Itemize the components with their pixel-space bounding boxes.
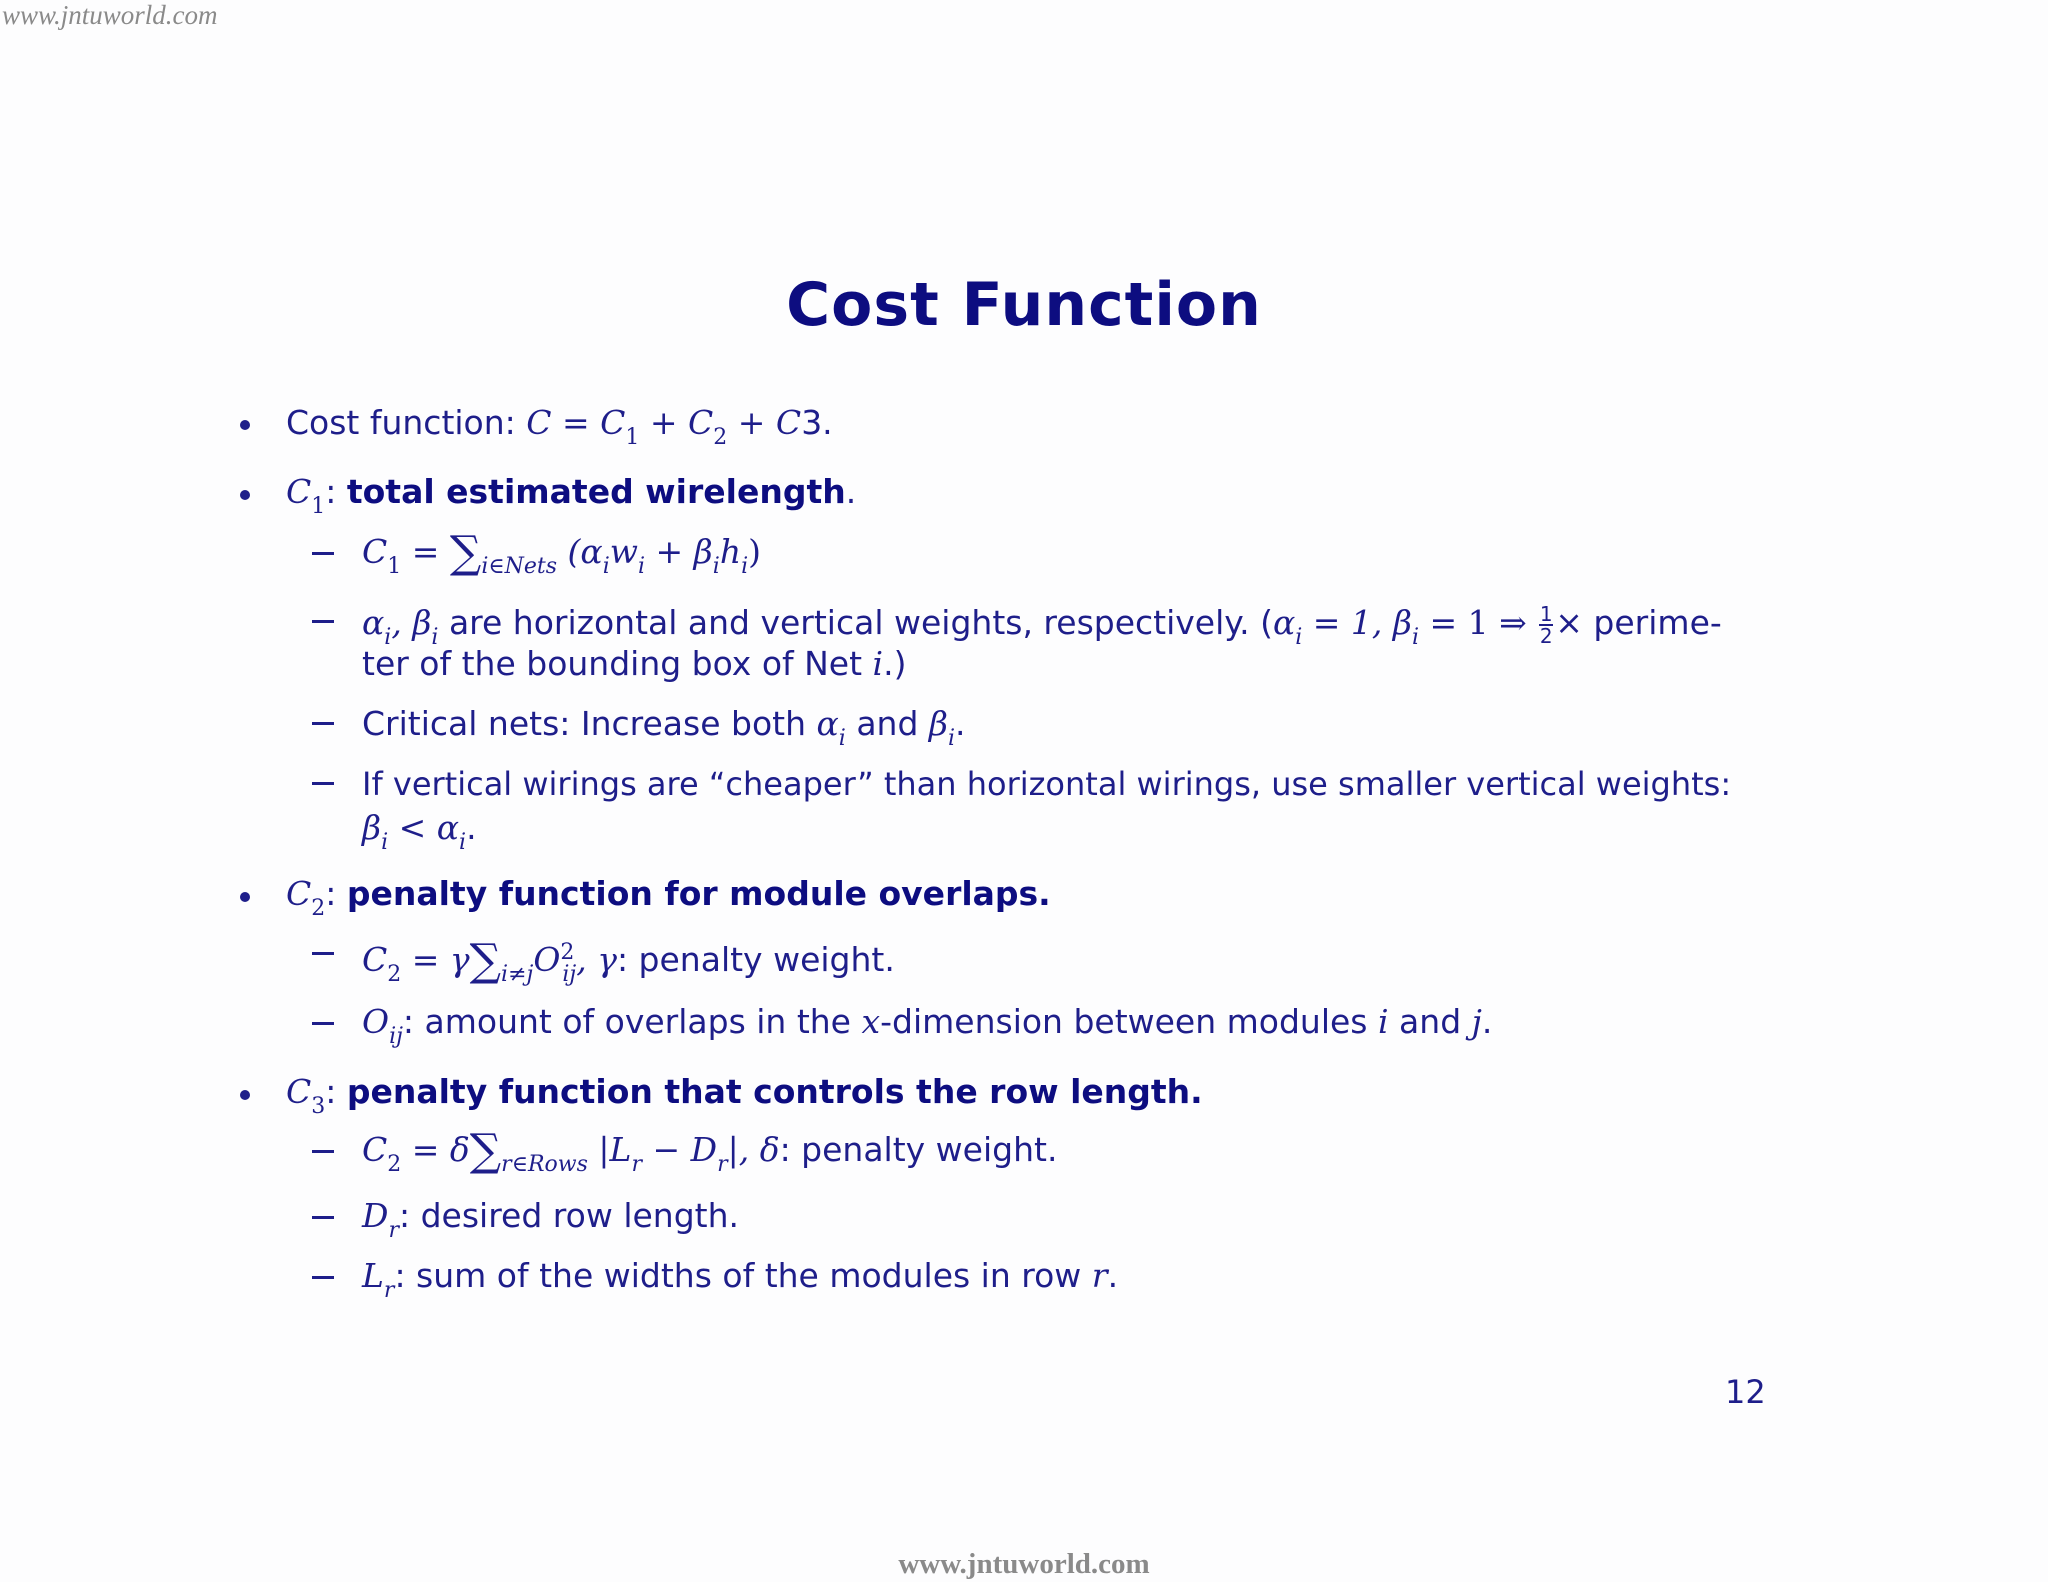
sum-symbol: ∑ xyxy=(449,527,482,578)
slide-title: Cost Function xyxy=(786,270,1262,340)
body-text: . xyxy=(955,704,966,743)
math-text: + C xyxy=(639,403,714,442)
math-text: C = C xyxy=(526,403,626,442)
dash-marker xyxy=(312,1022,334,1025)
math-sub: i xyxy=(384,625,392,650)
math-text: |, δ xyxy=(727,1130,780,1169)
c1-formula xyxy=(362,527,761,587)
math-sub: i xyxy=(459,830,467,855)
body-text: : penalty weight. xyxy=(779,1130,1058,1169)
weights-description-line2 xyxy=(362,644,906,684)
math-text: O xyxy=(362,1002,390,1041)
bullet-heading-bold: penalty function that controls the row length. xyxy=(346,1072,1203,1111)
body-text: : amount of overlaps in the xyxy=(402,1002,862,1041)
vertical-wirings-line2 xyxy=(362,808,477,863)
math-sub: 1 xyxy=(387,554,402,579)
watermark-top: www.jntuworld.com xyxy=(2,0,218,30)
bullet-c1-heading xyxy=(286,472,856,527)
dash-marker xyxy=(312,620,334,623)
math-text: = δ xyxy=(401,1130,470,1169)
math-text: O xyxy=(533,940,561,979)
watermark-bottom: www.jntuworld.com xyxy=(898,1548,1150,1580)
math-text: C xyxy=(362,940,388,979)
colon: : xyxy=(325,1072,347,1111)
body-text: . xyxy=(466,808,477,847)
math-text: − D xyxy=(641,1130,718,1169)
math-sub: i xyxy=(948,726,956,751)
math-text: C xyxy=(362,1130,388,1169)
math-sub: i xyxy=(602,554,610,579)
body-text: . xyxy=(1107,1256,1119,1295)
body-text: : penalty weight. xyxy=(616,940,895,979)
math-text: |L xyxy=(587,1130,632,1169)
math-text: r xyxy=(1091,1256,1108,1295)
c3-formula xyxy=(362,1125,1058,1185)
math-text: h xyxy=(719,532,742,571)
math-text: + β xyxy=(645,532,713,571)
colon: : xyxy=(325,874,347,913)
math-sub: 2 xyxy=(387,1152,402,1177)
bullet-marker xyxy=(240,892,250,902)
fraction-half xyxy=(1539,601,1553,648)
critical-nets xyxy=(362,704,966,759)
math-text: < α xyxy=(388,808,460,847)
math-text: α xyxy=(1272,603,1296,642)
math-sub: r xyxy=(717,1152,728,1177)
dash-marker xyxy=(312,1216,334,1219)
bullet-marker xyxy=(240,490,250,500)
math-text: D xyxy=(362,1196,389,1235)
dash-marker xyxy=(312,552,334,555)
math-sub: i xyxy=(838,726,846,751)
math-sub: r xyxy=(388,1218,399,1243)
bullet-c2-heading xyxy=(286,874,1051,929)
bullet-label: Cost function: xyxy=(286,403,527,442)
dash-marker xyxy=(312,722,334,725)
sum-symbol: ∑ xyxy=(469,1125,502,1176)
math-sub: i xyxy=(1411,625,1420,650)
body-text: If vertical wirings are “cheaper” than horizontal wirings, use smaller vertical weights: xyxy=(362,765,1732,803)
dash-marker xyxy=(312,952,334,955)
body-text: Critical nets: Increase both xyxy=(362,704,817,743)
body-text: and xyxy=(1388,1002,1472,1041)
math-text: , γ xyxy=(576,940,617,979)
c2-formula xyxy=(362,933,895,995)
math-text: = 1 ⇒ xyxy=(1419,603,1538,642)
bullet-marker xyxy=(240,420,250,430)
math-text: β xyxy=(928,704,948,743)
body-text: : desired row length. xyxy=(399,1196,739,1235)
body-text: .) xyxy=(883,644,907,683)
math-sub: r xyxy=(383,1278,395,1303)
dash-marker xyxy=(312,1150,334,1153)
math-sub: i∈Nets xyxy=(481,554,558,579)
body-text: ter of the bounding box of Net xyxy=(362,644,873,683)
math-text: = γ xyxy=(401,940,470,979)
math-tail: 3. xyxy=(801,403,833,442)
math-sub: i xyxy=(431,625,439,650)
page-number: 12 xyxy=(1725,1373,1766,1411)
row-width-sum xyxy=(362,1256,1118,1311)
frac-numerator: 1 xyxy=(1539,601,1553,626)
frac-denominator: 2 xyxy=(1539,623,1553,648)
math-sub: ij xyxy=(389,1024,403,1049)
math-text: C xyxy=(286,472,312,511)
math-sub: ij xyxy=(562,962,577,987)
math-sub: 2 xyxy=(713,425,728,450)
math-text: α xyxy=(816,704,839,743)
bullet-cost-function xyxy=(286,403,833,458)
math-text: i xyxy=(872,644,884,683)
math-text: C xyxy=(286,1072,312,1111)
math-sup: 2 xyxy=(560,940,575,965)
dash-marker xyxy=(312,782,334,785)
dash-marker xyxy=(312,1276,334,1279)
desired-row-length xyxy=(362,1196,739,1251)
body-text: : sum of the widths of the modules in row xyxy=(394,1256,1092,1295)
bullet-c3-heading xyxy=(286,1072,1203,1127)
bullet-heading-bold: total estimated wirelength xyxy=(346,472,846,511)
math-text: = xyxy=(401,532,450,571)
body-text: -dimension between modules xyxy=(880,1002,1378,1041)
math-text: x xyxy=(861,1002,881,1041)
sum-symbol: ∑ xyxy=(469,935,502,986)
math-text: = 1, β xyxy=(1302,603,1412,642)
body-text: × perime- xyxy=(1555,603,1722,642)
math-text: j xyxy=(1471,1002,1482,1041)
math-sub: 1 xyxy=(625,425,640,450)
colon: : xyxy=(325,472,347,511)
math-text: α xyxy=(362,603,385,642)
math-sub: 2 xyxy=(387,962,402,987)
math-sub: i xyxy=(381,830,389,855)
math-sub: r∈Rows xyxy=(501,1152,588,1177)
body-text: are horizontal and vertical weights, respectively. ( xyxy=(438,603,1273,642)
vertical-wirings-line1 xyxy=(362,764,1731,804)
math-text: , β xyxy=(391,603,432,642)
bullet-heading-bold: penalty function for module overlaps. xyxy=(346,874,1051,913)
body-text: . xyxy=(1481,1002,1493,1041)
body-text: and xyxy=(845,704,929,743)
period: . xyxy=(845,472,857,511)
bullet-marker xyxy=(240,1090,250,1100)
math-sub: i≠j xyxy=(501,962,534,987)
math-text: ) xyxy=(748,532,761,571)
math-text: β xyxy=(362,808,382,847)
math-sub: i xyxy=(741,554,749,579)
math-text: L xyxy=(362,1256,384,1295)
math-sub: 1 xyxy=(311,494,326,519)
math-text: + C xyxy=(727,403,802,442)
math-sub: i xyxy=(638,554,646,579)
math-text: i xyxy=(1378,1002,1389,1041)
math-sub: r xyxy=(631,1152,642,1177)
math-sub: i xyxy=(712,554,720,579)
math-sub: 3 xyxy=(311,1094,326,1119)
math-text: w xyxy=(609,532,638,571)
overlap-definition xyxy=(362,1002,1492,1057)
math-text: C xyxy=(286,874,312,913)
math-text: (α xyxy=(557,532,603,571)
math-sub: i xyxy=(1295,625,1303,650)
math-text: C xyxy=(362,532,388,571)
math-sub: 2 xyxy=(311,896,326,921)
